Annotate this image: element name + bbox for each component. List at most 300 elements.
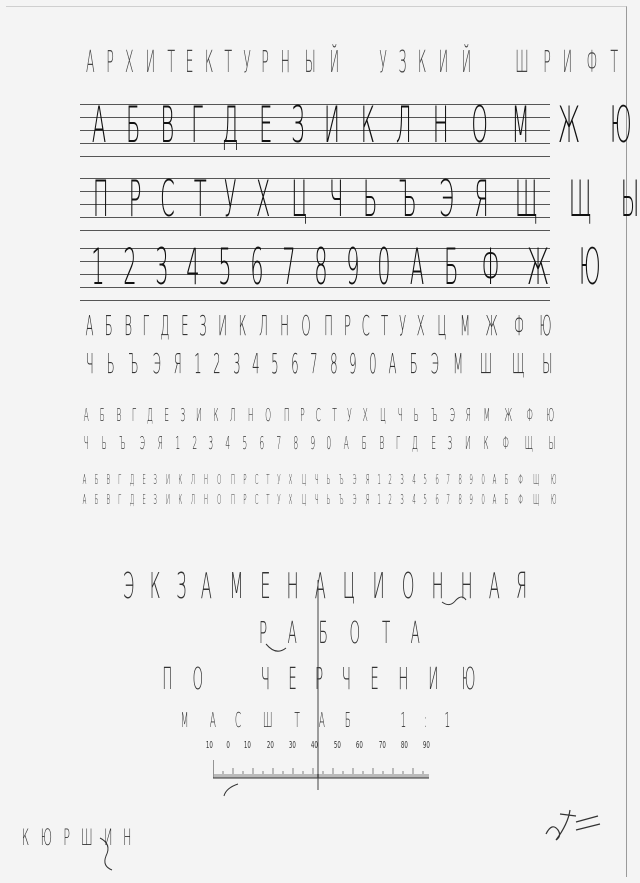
glyph: Э <box>439 170 454 228</box>
scale-label: 50 <box>333 740 341 751</box>
glyph: 6 <box>435 473 439 488</box>
glyph: Е <box>185 45 194 80</box>
glyph: 1 <box>91 238 105 296</box>
signature <box>540 800 610 850</box>
glyph: Ь <box>106 347 115 380</box>
glyph: 9 <box>309 433 315 454</box>
glyph: 6 <box>250 238 264 296</box>
glyph: С <box>235 708 242 732</box>
glyph: Т <box>266 493 270 508</box>
glyph: П <box>92 170 109 228</box>
glyph: О <box>471 96 488 154</box>
glyph: Б <box>105 309 114 342</box>
glyph: Ъ <box>430 405 438 426</box>
glyph: А <box>287 616 298 651</box>
glyph: Ч <box>397 405 403 426</box>
glyph: Х <box>288 473 293 488</box>
glyph: Ы <box>542 347 553 380</box>
exam-line-2 <box>0 616 640 651</box>
glyph: Щ <box>524 433 533 454</box>
glyph: 5 <box>423 493 427 508</box>
glyph: 8 <box>458 473 462 488</box>
glyph: И <box>196 405 202 426</box>
glyph: Ф <box>517 473 523 488</box>
center-axis-line <box>316 580 320 790</box>
glyph: Р <box>261 45 269 80</box>
glyph: Л <box>395 96 412 154</box>
glyph: Ю <box>550 493 557 508</box>
glyph: Х <box>124 45 134 80</box>
glyph: Ш <box>263 708 273 732</box>
glyph: В <box>160 96 174 154</box>
glyph: 0 <box>326 433 332 454</box>
glyph: 3 <box>208 433 214 454</box>
glyph: 4 <box>411 493 416 508</box>
glyph: Г <box>118 493 122 508</box>
glyph: 2 <box>388 473 393 488</box>
glyph: Ф <box>517 493 523 508</box>
glyph: А <box>83 405 89 426</box>
glyph: Р <box>242 473 247 488</box>
glyph: Щ <box>569 170 593 228</box>
scale-label: 10 <box>244 740 252 751</box>
glyph: З <box>179 405 185 426</box>
glyph: И <box>428 662 439 697</box>
glyph: Ы <box>548 433 556 454</box>
glyph: Ю <box>546 405 555 426</box>
glyph: К <box>360 96 376 154</box>
glyph: Л <box>190 493 195 508</box>
glyph: И <box>165 473 170 488</box>
glyph: И <box>562 45 573 80</box>
glyph: К <box>178 493 183 508</box>
glyph: Е <box>142 493 146 508</box>
scale-label: 70 <box>378 740 386 751</box>
glyph: М <box>459 309 470 342</box>
glyph: К <box>21 826 30 851</box>
glyph: Л <box>190 473 195 488</box>
glyph: Х <box>255 170 271 228</box>
glyph: Х <box>362 405 368 426</box>
glyph: С <box>315 405 322 426</box>
scale-label: 10 <box>205 740 213 751</box>
glyph: А <box>209 708 216 732</box>
glyph: А <box>410 238 425 296</box>
glyph: 8 <box>458 493 462 508</box>
glyph: 9 <box>345 238 360 296</box>
pen-mark <box>218 782 248 802</box>
glyph: А <box>388 347 397 380</box>
glyph: Ц <box>342 566 355 607</box>
glyph: Й <box>461 45 471 80</box>
glyph: Ч <box>83 433 89 454</box>
glyph: Я <box>474 170 489 228</box>
glyph: Щ <box>514 170 538 228</box>
glyph: Э <box>352 473 357 488</box>
glyph: Б <box>505 473 509 488</box>
glyph: Е <box>164 405 170 426</box>
glyph: 5 <box>218 238 232 296</box>
glyph: В <box>116 405 122 426</box>
glyph: В <box>106 473 111 488</box>
glyph: Т <box>224 45 233 80</box>
glyph: М <box>181 708 189 732</box>
glyph: Д <box>129 473 134 488</box>
glyph: П <box>283 405 290 426</box>
glyph: Ж <box>526 238 549 296</box>
glyph: И <box>372 566 385 607</box>
glyph: П <box>230 473 235 488</box>
glyph: П <box>323 309 333 342</box>
glyph: Д <box>159 309 170 342</box>
glyph: К <box>238 309 247 342</box>
glyph: 9 <box>349 347 357 380</box>
glyph: Г <box>142 309 149 342</box>
glyph: Т <box>381 309 389 342</box>
glyph: Ч <box>85 347 94 380</box>
glyph: А <box>489 566 501 607</box>
glyph: Е <box>260 566 271 607</box>
glyph: 3 <box>154 238 169 296</box>
glyph: Э <box>152 347 161 380</box>
glyph: И <box>438 45 449 80</box>
glyph: Ь <box>326 473 331 488</box>
glyph: К <box>213 405 219 426</box>
glyph <box>354 45 366 80</box>
glyph: З <box>198 309 207 342</box>
glyph: Х <box>416 309 425 342</box>
glyph: М <box>229 566 244 607</box>
glyph: Й <box>329 45 340 80</box>
glyph: Я <box>365 473 370 488</box>
glyph: С <box>362 309 371 342</box>
glyph: У <box>379 45 388 80</box>
glyph: Ю <box>40 826 52 851</box>
glyph: У <box>277 473 281 488</box>
glyph: К <box>417 45 427 80</box>
glyph: Т <box>167 45 175 80</box>
glyph: Ь <box>363 170 378 228</box>
glyph: Т <box>294 708 300 732</box>
alphabet-row-tiny-2 <box>80 492 560 508</box>
scale-label: 0 <box>226 740 231 751</box>
glyph: 7 <box>276 433 281 454</box>
glyph: А <box>82 473 87 488</box>
glyph: Щ <box>533 473 540 488</box>
glyph: 1 <box>377 473 381 488</box>
glyph: С <box>254 473 259 488</box>
scale-label: 60 <box>356 740 364 751</box>
glyph: Р <box>105 45 114 80</box>
glyph: Ф <box>513 309 524 342</box>
glyph: Э <box>123 566 135 607</box>
glyph: Ь <box>101 433 107 454</box>
glyph: 0 <box>368 347 377 380</box>
glyph: 5 <box>271 347 280 380</box>
glyph: З <box>153 493 158 508</box>
glyph: О <box>265 405 272 426</box>
glyph: 2 <box>123 238 137 296</box>
glyph: Д <box>129 493 134 508</box>
glyph: Б <box>94 473 99 488</box>
glyph: Н <box>460 566 473 607</box>
glyph: Р <box>242 493 247 508</box>
glyph: Р <box>300 405 306 426</box>
glyph: Ж <box>485 309 498 342</box>
glyph: А <box>314 566 326 607</box>
glyph: Т <box>609 45 618 80</box>
glyph: Т <box>266 473 270 488</box>
glyph <box>226 662 239 697</box>
scale-label: 40 <box>311 740 319 751</box>
glyph: 4 <box>225 433 231 454</box>
glyph: 5 <box>423 473 427 488</box>
pen-mark <box>264 640 294 660</box>
glyph: Н <box>203 493 209 508</box>
pen-mark <box>96 836 126 876</box>
alphabet-row-large-1 <box>82 96 632 154</box>
glyph: В <box>379 433 385 454</box>
glyph: Н <box>286 566 299 607</box>
glyph: 4 <box>186 238 201 296</box>
glyph: Ъ <box>399 170 417 228</box>
glyph: У <box>347 405 352 426</box>
glyph: Я <box>365 493 370 508</box>
glyph: Ц <box>379 405 386 426</box>
glyph: 6 <box>291 347 299 380</box>
glyph: : <box>423 708 428 732</box>
glyph: 9 <box>469 493 474 508</box>
glyph: 1 <box>193 347 202 380</box>
glyph: Ж <box>504 405 512 426</box>
glyph: Б <box>505 493 509 508</box>
glyph: И <box>104 826 113 851</box>
scale-label: 20 <box>266 740 274 751</box>
glyph: Р <box>62 826 70 851</box>
alphabet-row-small-1 <box>80 404 560 426</box>
glyph: Ч <box>328 170 344 228</box>
glyph: М <box>452 347 463 380</box>
glyph: Т <box>332 405 337 426</box>
glyph: А <box>85 45 95 80</box>
glyph: С <box>254 493 259 508</box>
glyph: В <box>124 309 133 342</box>
glyph: Р <box>315 662 324 697</box>
glyph: Ф <box>481 238 500 296</box>
glyph: А <box>82 493 87 508</box>
glyph: 3 <box>232 347 241 380</box>
glyph: Р <box>344 309 352 342</box>
glyph: Ф <box>586 45 598 80</box>
glyph: Е <box>430 433 436 454</box>
glyph: 7 <box>310 347 318 380</box>
glyph: Ъ <box>128 347 139 380</box>
glyph: И <box>324 96 341 154</box>
glyph: Ь <box>413 405 419 426</box>
glyph: Б <box>100 405 106 426</box>
glyph: А <box>85 309 94 342</box>
glyph: Р <box>128 170 142 228</box>
glyph: Ш <box>515 45 529 80</box>
glyph: Ы <box>304 45 316 80</box>
glyph: Ф <box>502 433 509 454</box>
glyph: Ч <box>260 662 270 697</box>
glyph: Ю <box>609 96 632 154</box>
glyph: Т <box>382 616 391 651</box>
glyph: Э <box>449 405 455 426</box>
glyph: Ь <box>326 493 331 508</box>
glyph: 4 <box>411 473 416 488</box>
glyph: Р <box>259 616 268 651</box>
glyph: К <box>149 566 161 607</box>
glyph: Э <box>430 347 439 380</box>
glyph: Г <box>131 405 136 426</box>
glyph: Г <box>191 96 204 154</box>
glyph: 9 <box>469 473 474 488</box>
glyph: Я <box>515 566 528 607</box>
glyph: З <box>175 566 187 607</box>
glyph: У <box>224 170 237 228</box>
glyph: 1 <box>377 493 381 508</box>
glyph: Щ <box>533 493 540 508</box>
glyph: Ц <box>301 493 306 508</box>
glyph: Д <box>412 433 419 454</box>
glyph: 1 <box>175 433 180 454</box>
alphabet-row-medium-2 <box>80 347 560 380</box>
glyph: Ю <box>539 309 552 342</box>
glyph: Ш <box>480 347 493 380</box>
scale-label: 30 <box>288 740 296 751</box>
glyph: Е <box>180 309 189 342</box>
glyph: С <box>159 170 175 228</box>
alphabet-row-small-2 <box>80 432 560 454</box>
glyph: М <box>511 96 531 154</box>
scale-caption <box>0 708 640 732</box>
glyph: П <box>162 662 173 697</box>
glyph: Ч <box>314 473 319 488</box>
glyph: 5 <box>242 433 248 454</box>
glyph: 0 <box>377 238 391 296</box>
glyph: 7 <box>282 238 296 296</box>
glyph: Д <box>222 96 239 154</box>
glyph: Н <box>280 309 289 342</box>
glyph: Я <box>157 433 163 454</box>
glyph: Е <box>142 473 146 488</box>
glyph: Н <box>247 405 254 426</box>
exam-line-1 <box>0 566 640 607</box>
glyph: Н <box>433 96 450 154</box>
glyph: М <box>483 405 491 426</box>
pen-mark <box>440 590 470 610</box>
glyph <box>372 708 381 732</box>
glyph: Ы <box>620 170 640 228</box>
glyph: Ж <box>557 96 580 154</box>
glyph: Т <box>193 170 207 228</box>
glyph: Х <box>288 493 293 508</box>
glyph: 6 <box>435 493 439 508</box>
glyph: Ф <box>525 405 533 426</box>
glyph: А <box>201 566 213 607</box>
glyph: 4 <box>252 347 260 380</box>
glyph: Б <box>444 238 459 296</box>
glyph: К <box>205 45 214 80</box>
glyph: О <box>349 616 361 651</box>
glyph: У <box>277 493 281 508</box>
glyph: Э <box>139 433 145 454</box>
glyph: Ч <box>314 493 319 508</box>
glyph: И <box>145 45 156 80</box>
glyph: 0 <box>481 493 485 508</box>
glyph: И <box>218 309 227 342</box>
glyph: 3 <box>400 473 404 488</box>
glyph: Г <box>395 433 400 454</box>
glyph: В <box>106 493 111 508</box>
glyph: Н <box>431 566 444 607</box>
glyph: 6 <box>259 433 265 454</box>
glyph: Э <box>352 493 357 508</box>
glyph: 0 <box>481 473 485 488</box>
glyph: У <box>398 309 406 342</box>
glyph: 7 <box>446 473 451 488</box>
glyph: Л <box>258 309 268 342</box>
glyph: П <box>230 493 235 508</box>
scale-label: 80 <box>400 740 408 751</box>
glyph: Ч <box>342 662 352 697</box>
glyph: Б <box>409 347 418 380</box>
glyph: Щ <box>511 347 525 380</box>
glyph: 2 <box>191 433 197 454</box>
glyph: А <box>492 473 497 488</box>
glyph: Б <box>126 96 141 154</box>
glyph: А <box>91 96 107 154</box>
glyph: Ю <box>461 662 476 697</box>
glyph: Н <box>280 45 291 80</box>
glyph: Е <box>259 96 273 154</box>
glyph: Ю <box>578 238 601 296</box>
glyph: А <box>318 708 325 732</box>
glyph: Д <box>147 405 153 426</box>
glyph: Я <box>466 405 472 426</box>
glyph: О <box>192 662 204 697</box>
glyph: 2 <box>388 493 393 508</box>
glyph: О <box>217 473 222 488</box>
glyph: Ц <box>291 170 308 228</box>
glyph: Я <box>173 347 182 380</box>
glyph: 1 <box>444 708 451 732</box>
glyph: А <box>410 616 421 651</box>
glyph: Н <box>123 826 132 851</box>
glyph: Н <box>398 662 409 697</box>
glyph: А <box>343 433 349 454</box>
glyph: А <box>492 493 497 508</box>
glyph: З <box>398 45 407 80</box>
glyph: Б <box>318 616 328 651</box>
glyph: К <box>483 433 489 454</box>
glyph: Ъ <box>119 433 127 454</box>
glyph: Р <box>543 45 551 80</box>
glyph: Г <box>118 473 122 488</box>
glyph: Б <box>361 433 367 454</box>
scale-ruler <box>213 760 429 780</box>
sheet-title <box>80 44 618 80</box>
glyph: Е <box>288 662 298 697</box>
glyph: Л <box>229 405 236 426</box>
glyph: Б <box>344 708 351 732</box>
alphabet-row-large-2 <box>82 170 640 228</box>
alphabet-row-large-3 <box>82 238 601 296</box>
glyph: 8 <box>329 347 338 380</box>
glyph: 1 <box>400 708 407 732</box>
